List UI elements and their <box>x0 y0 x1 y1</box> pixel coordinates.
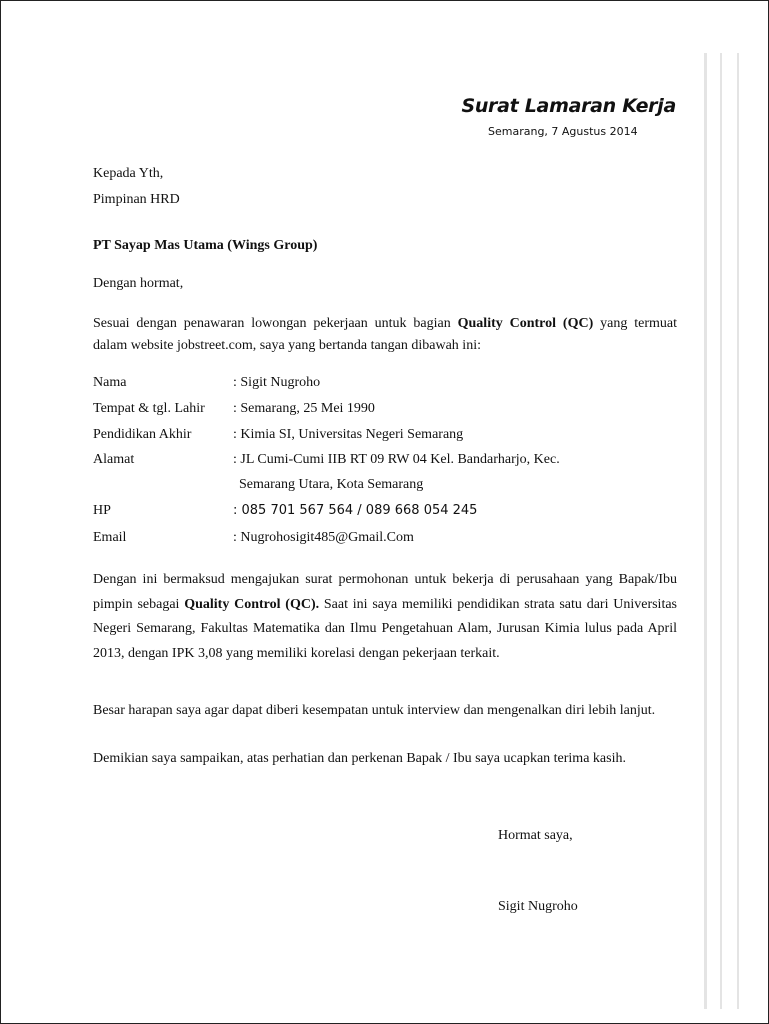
paragraph-intro: Sesuai dengan penawaran lowongan pekerjaan untuk bagian Quality Control (QC) yang termuat dalam website jobstreet.com, saya yang bertanda tangan dibawah ini: <box>93 316 677 353</box>
decorative-margin-line <box>737 53 739 1009</box>
letter-title: Surat Lamaran Kerja <box>461 95 676 117</box>
paragraph-hope: Besar harapan saya agar dapat diberi kesempatan untuk interview dan mengenalkan diri lebih lanjut. <box>93 703 656 718</box>
decorative-margin-line <box>720 53 722 1009</box>
recipient-line1: Kepada Yth, <box>93 166 164 181</box>
detail-row-alamat: Alamat : JL Cumi-Cumi IIB RT 09 RW 04 Kel. Bandarharjo, Kec. <box>93 452 560 467</box>
greeting: Dengan hormat, <box>93 276 184 291</box>
detail-row-hp: HP : 085 701 567 564 / 089 668 054 245 <box>93 503 478 518</box>
decorative-margin-line <box>704 53 707 1009</box>
closing-salutation: Hormat saya, <box>498 828 573 843</box>
position-name: Quality Control (QC) <box>457 316 594 331</box>
letter-date: Semarang, 7 Agustus 2014 <box>488 125 638 138</box>
position-name: Quality Control (QC). <box>184 596 320 612</box>
signer-name: Sigit Nugroho <box>498 899 578 914</box>
detail-row-email: Email : Nugrohosigit485@Gmail.Com <box>93 530 414 545</box>
detail-row-ttl: Tempat & tgl. Lahir : Semarang, 25 Mei 1990 <box>93 401 375 416</box>
detail-row-pendidikan: Pendidikan Akhir : Kimia SI, Universitas Negeri Semarang <box>93 427 464 442</box>
detail-alamat-continuation: Semarang Utara, Kota Semarang <box>239 477 424 492</box>
recipient-line2: Pimpinan HRD <box>93 192 180 207</box>
paragraph-closing: Demikian saya sampaikan, atas perhatian dan perkenan Bapak / Ibu saya ucapkan terima kasih. <box>93 751 626 766</box>
recipient-company: PT Sayap Mas Utama (Wings Group) <box>93 238 318 253</box>
paragraph-body: Dengan ini bermaksud mengajukan surat permohonan untuk bekerja di perusahaan yang Bapak/Ibu pimpin sebagai Quality Control (QC). Saat ini saya memiliki pendidikan strata satu dari Universitas Negeri Semarang, Fakultas Matematika dan Ilmu Pengetahuan Alam, Jurusan Kimia lulus pada April 2013, dengan IPK 3,08 yang memiliki korelasi dengan pekerjaan terkait. <box>93 572 677 661</box>
detail-row-nama: Nama : Sigit Nugroho <box>93 375 321 390</box>
